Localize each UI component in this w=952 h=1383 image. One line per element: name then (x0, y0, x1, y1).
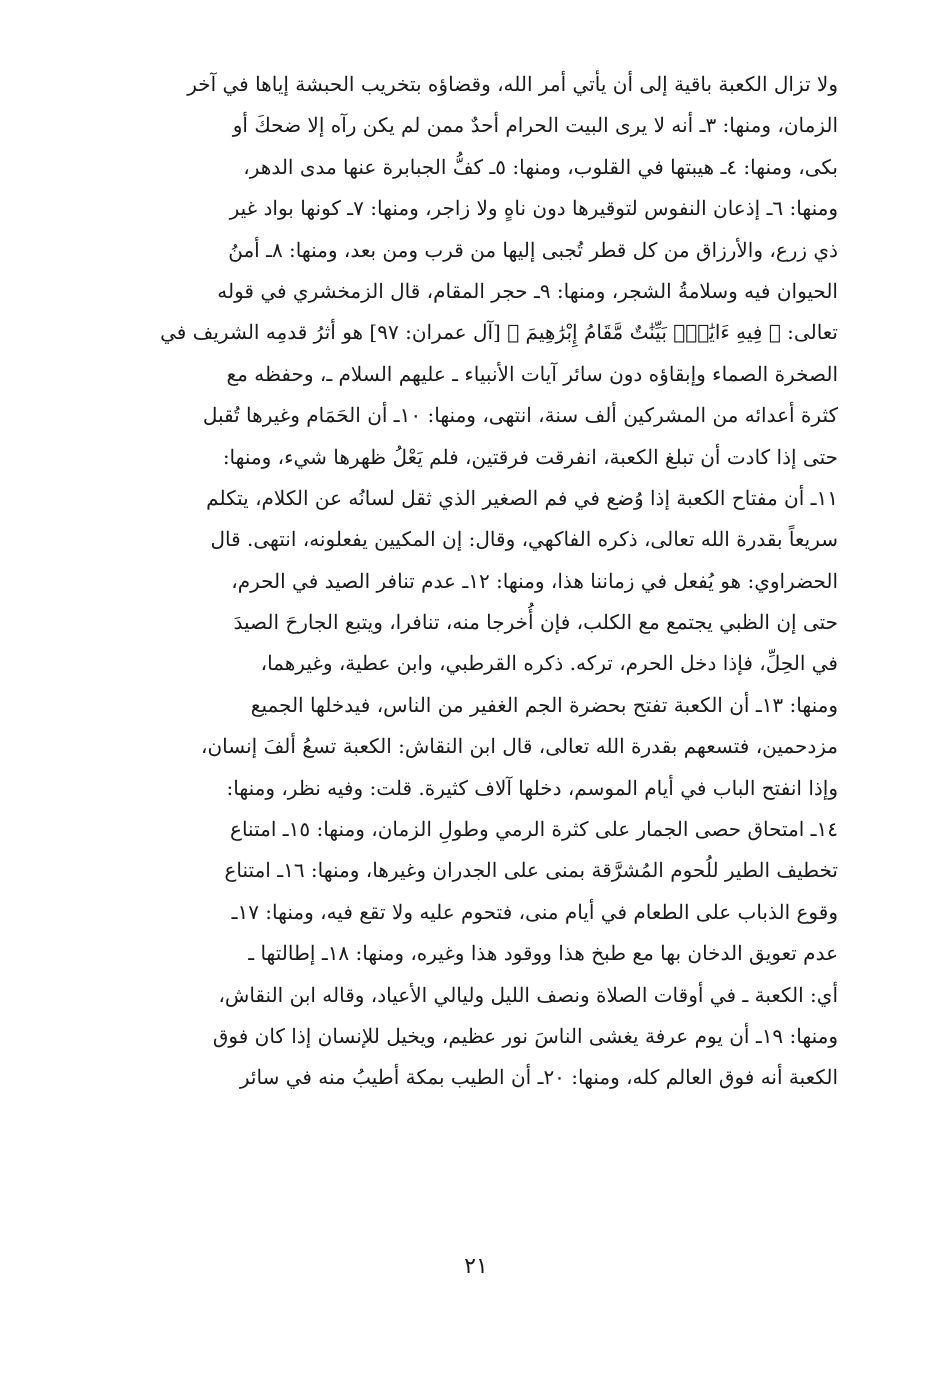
text-line: الحيوان فيه وسلامةُ الشجر، ومنها: ٩ـ حجر المقام، قال الزمخشري في قوله (217, 278, 838, 303)
text-line: ولا تزال الكعبة باقية إلى أن يأتي أمر الله، وقضاؤه بتخريب الحبشة إياها في آخر (187, 72, 838, 96)
text-line: تخطيف الطير للُحوم المُشرَّقة بمنى على الجدران وغيرها، ومنها: ١٦ـ امتناع (224, 858, 838, 883)
text-line: حتى إذا كادت أن تبلغ الكعبة، انفرقت فرقتين، فلم يَعْلُ ظهرها شيء، ومنها: (222, 444, 838, 469)
text-line: الزمان، ومنها: ٣ـ أنه لا يرى البيت الحرام أحدٌ ممن لم يكن رآه إلا ضحكَ أو (232, 113, 838, 138)
text-line: عدم تعويق الدخان بها مع طبخ هذا ووقود هذا وغيره، ومنها: ١٨ـ إطالتها ـ (248, 941, 838, 966)
text-line: ومنها: ١٣ـ أن الكعبة تفتح بحضرة الجم الغفير من الناس، فيدخلها الجميع (250, 692, 838, 717)
body-text (124, 64, 838, 1099)
text-line: ١٤ـ امتحاق حصى الجمار على كثرة الرمي وطولِ الزمان، ومنها: ١٥ـ امتناع (230, 817, 838, 842)
text-line: بكى، ومنها: ٤ـ هيبتها في القلوب، ومنها: ٥ـ كفُّ الجبابرة عنها مدى الدهر، (243, 154, 838, 179)
text-line: ومنها: ٦ـ إذعان النفوس لتوقيرها دون ناهٍ ولا زاجر، ومنها: ٧ـ كونها بواد غير (229, 196, 838, 221)
text-line: ومنها: ١٩ـ أن يوم عرفة يغشى الناسَ نور عظيم، ويخيل للإنسان إذا كان فوق (212, 1023, 838, 1048)
text-line: الصخرة الصماء وإبقاؤه دون سائر آيات الأنبياء ـ عليهم السلام ـ، وحفظه مع (226, 361, 838, 386)
page-number: ٢١ (464, 1254, 488, 1279)
text-line: في الحِلِّ، فإذا دخل الحرم، تركه. ذكره القرطبي، وابن عطية، وغيرهما، (260, 651, 838, 676)
text-line: أي: الكعبة ـ في أوقات الصلاة ونصف الليل وليالي الأعياد، وقاله ابن النقاش، (218, 982, 838, 1007)
text-line: كثرة أعدائه من المشركين ألف سنة، انتهى، ومنها: ١٠ـ أن الحَمَام وغيرها تُقبل (202, 403, 838, 428)
text-line: حتى إن الظبي يجتمع مع الكلب، فإن أُخرجا منه، تنافرا، ويتبع الجارحَ الصيدَ (233, 610, 838, 635)
text-line: ذي زرع، والأرزاق من كل قطر تُجبى إليها من قرب ومن بعد، ومنها: ٨ـ أمنُ (228, 237, 838, 262)
text-line: الكعبة أنه فوق العالم كله، ومنها: ٢٠ـ أن الطيب بمكة أطيبُ منه في سائر (239, 1065, 838, 1090)
text-line: الحضراوي: هو يُفعل في زماننا هذا، ومنها: ١٢ـ عدم تنافر الصيد في الحرم، (231, 568, 838, 593)
text-line: مزدحمين، فتسعهم بقدرة الله تعالى، قال ابن النقاش: الكعبة تسعُ ألفَ إنسان، (201, 734, 838, 759)
text-line: تعالى: ﴿ فِيهِ ءَايَٰتٌۢ بَيِّنَٰتٌ مَّقَامُ إِبْرَٰهِيمَ ﴾ [آل عمران: ٩٧] هو أثرُ قدمِه الشريف في (160, 320, 838, 345)
text-line: ١١ـ أن مفتاح الكعبة إذا وُضع في فم الصغير الذي ثقل لسانُه عن الكلام، يتكلم (206, 485, 838, 510)
text-line: وإذا انفتح الباب في أيام الموسم، دخلها آلاف كثيرة. قلت: وفيه نظر، ومنها: (226, 775, 838, 800)
text-line: سريعاً بقدرة الله تعالى، ذكره الفاكهي، وقال: إن المكيين يفعلونه، انتهى. قال (210, 527, 838, 552)
text-line: وقوع الذباب على الطعام في أيام منى، فتحوم عليه ولا تقع فيه، ومنها: ١٧ـ (231, 899, 838, 924)
